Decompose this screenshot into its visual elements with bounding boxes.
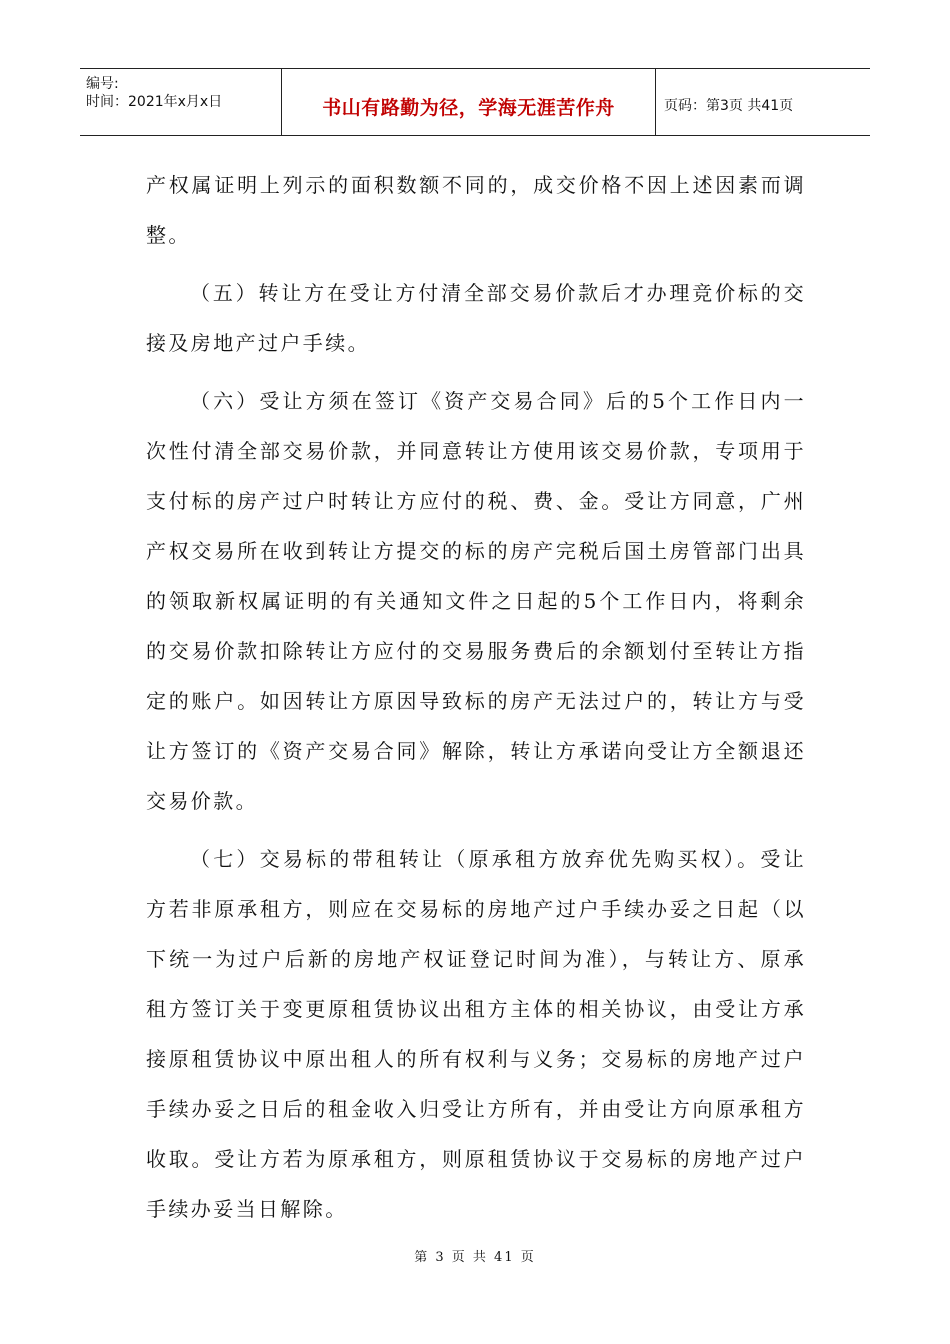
document-body	[146, 160, 806, 1234]
header-motto-cell	[282, 69, 656, 135]
page-label: 页码：第3页 共41页	[664, 98, 794, 114]
paragraph-item-6: （六）受让方须在签订《资产交易合同》后的5个工作日内一次性付清全部交易价款，并同意转让方使用该交易价款，专项用于支付标的房产过户时转让方应付的税、费、金。受让方同意，广州产权交易所在收到转让方提交的标的房产完税后国土房管部门出具的领取新权属证明的有关通知文件之日起的5个工作日内，将剩余的交易价款扣除转让方应付的交易服务费后的余额划付至转让方指定的账户。如因转让方原因导致标的房产无法过户的，转让方与受让方签订的《资产交易合同》解除，转让方承诺向受让方全额退还交易价款。	[146, 389, 806, 813]
paragraph-continued: 产权属证明上列示的面积数额不同的，成交价格不因上述因素而调整。	[146, 173, 806, 247]
header-meta-cell	[80, 69, 282, 135]
time-label: 时间：2021年x月x日	[86, 94, 223, 110]
document-header	[80, 68, 870, 136]
number-label: 编号:	[86, 76, 119, 92]
paragraph-item-7: （七）交易标的带租转让（原承租方放弃优先购买权）。受让方若非原承租方，则应在交易标的房地产过户手续办妥之日起（以下统一为过户后新的房地产权证登记时间为准），与转让方、原承租方签订关于变更原租赁协议出租方主体的相关协议，由受让方承接原租赁协议中原出租人的所有权利与义务；交易标的房地产过户手续办妥之日后的租金收入归受让方所有，并由受让方向原承租方收取。受让方若为原承租方，则原租赁协议于交易标的房地产过户手续办妥当日解除。	[146, 847, 806, 1221]
paragraph-item-5: （五）转让方在受让方付清全部交易价款后才办理竞价标的交接及房地产过户手续。	[146, 281, 806, 355]
header-page-cell	[656, 69, 870, 135]
motto-text: 书山有路勤为径，学海无涯苦作舟	[322, 97, 615, 119]
page-footer: 第 3 页 共 41 页	[414, 1250, 536, 1265]
